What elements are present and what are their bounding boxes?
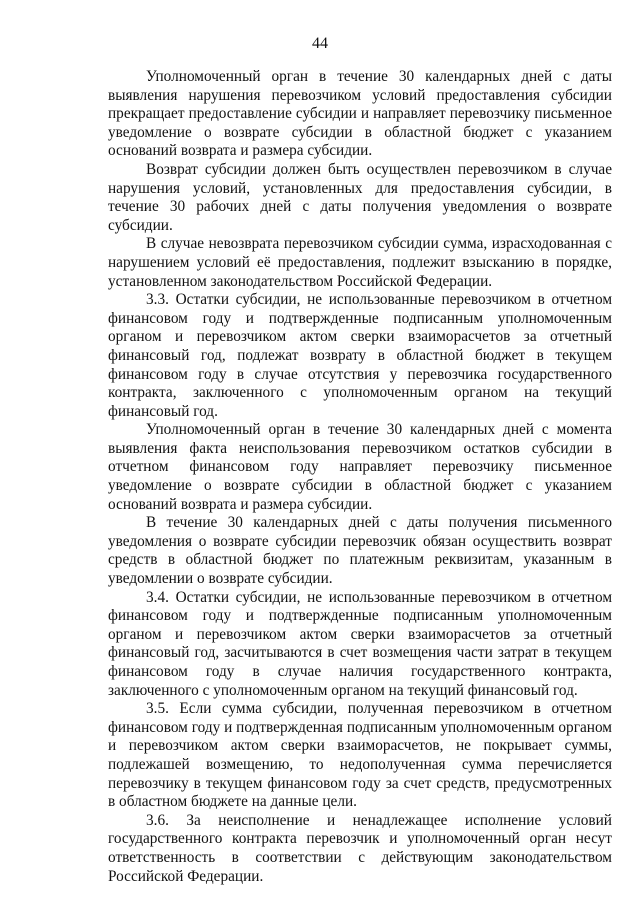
- paragraph-clause-3-5: 3.5. Если сумма субсидии, полученная перевозчиком в отчетном финансовом году и подтвержденная подписанным уполномоченным органом и перевозчиком актом сверки взаиморасчетов, не покрывает суммы, подлежашей возмещению, то недополученная сумма перечисляется перевозчику в текущем финансовом году за счет средств, предусмотренных в областном бюджете на данные цели.: [108, 700, 612, 811]
- paragraph-clause-3-6: 3.6. За неисполнение и ненадлежащее исполнение условий государственного контракта перевозчик и уполномоченный орган несут ответственность в соответствии с действующим законодательством Российской Федерации.: [108, 811, 612, 885]
- paragraph-subsidy-recovery: В случае невозврата перевозчиком субсидии сумма, израсходованная с нарушением условий её предоставления, подлежит взысканию в порядке, установленном законодательством Российской Федерации.: [108, 235, 612, 290]
- document-body: [108, 68, 612, 886]
- paragraph-clause-3-4: 3.4. Остатки субсидии, не использованные перевозчиком в отчетном финансовом году и подтвержденные подписанным уполномоченным органом и перевозчиком актом сверки взаиморасчетов за отчетный финансовый год, засчитываются в счет возмещения части затрат в текущем финансовом году в случае наличия государственного контракта, заключенного с уполномоченным органом на текущий финансовый год.: [108, 588, 612, 699]
- paragraph-unused-balance-notice: Уполномоченный орган в течение 30 календарных дней с момента выявления факта неиспользования перевозчиком остатков субсидии в отчетном финансовом году направляет перевозчику письменное уведомление о возврате субсидии в областной бюджет с указанием оснований возврата и размера субсидии.: [108, 421, 612, 513]
- paragraph-refund-procedure: В течение 30 календарных дней с даты получения письменного уведомления о возврате субсидии перевозчик обязан осуществить возврат средств в областной бюджет по платежным реквизитам, указанным в уведомлении о возврате субсидии.: [108, 514, 612, 588]
- paragraph-subsidy-termination-notice: Уполномоченный орган в течение 30 календарных дней с даты выявления нарушения перевозчиком условий предоставления субсидии прекращает предоставление субсидии и направляет перевозчику письменное уведомление о возврате субсидии в областной бюджет с указанием оснований возврата и размера субсидии.: [108, 68, 612, 160]
- paragraph-subsidy-return-deadline: Возврат субсидии должен быть осуществлен перевозчиком в случае нарушения условий, установленных для предоставления субсидии, в течение 30 рабочих дней с даты получения уведомления о возврате субсидии.: [108, 160, 612, 234]
- paragraph-clause-3-3: 3.3. Остатки субсидии, не использованные перевозчиком в отчетном финансовом году и подтвержденные подписанным уполномоченным органом и перевозчиком актом сверки взаиморасчетов за отчетный финансовый год, подлежат возврату в областной бюджет в текущем финансовом году в случае отсутствия у перевозчика государственного контракта, заключенного с уполномоченным органом на текущий финансовый год.: [108, 291, 612, 420]
- page-number: 44: [312, 35, 328, 52]
